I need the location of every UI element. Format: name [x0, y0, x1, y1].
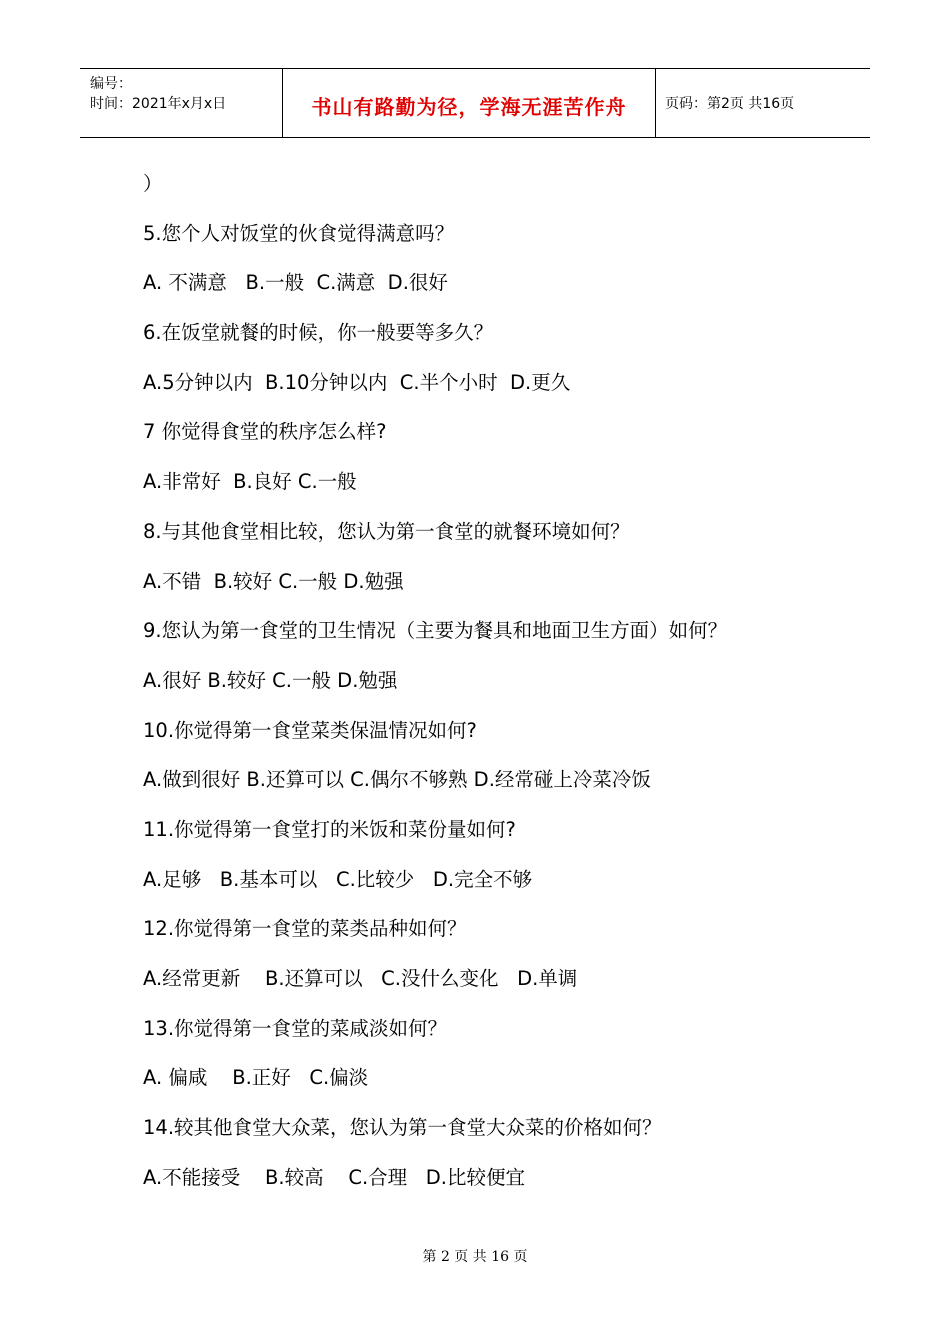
question-8: 8.与其他食堂相比较，您认为第一食堂的就餐环境如何？	[143, 519, 630, 543]
header-page-cell	[655, 69, 870, 137]
options-11: A.足够 B.基本可以 C.比较少 D.完全不够	[143, 867, 533, 891]
question-5: 5.您个人对饭堂的伙食觉得满意吗？	[143, 221, 455, 245]
question-13: 13.你觉得第一食堂的菜咸淡如何？	[143, 1016, 448, 1040]
options-7: A.非常好 B.良好 C.一般	[143, 470, 357, 494]
header-meta-cell	[80, 69, 282, 137]
header-motto-cell	[282, 69, 656, 137]
number-label: 编号：	[90, 76, 132, 92]
options-9: A.很好 B.较好 C.一般 D.勉强	[143, 668, 398, 692]
options-6: A.5分钟以内 B.10分钟以内 C.半个小时 D.更久	[143, 370, 571, 394]
options-10: A.做到很好 B.还算可以 C.偶尔不够熟 D.经常碰上冷菜冷饭	[143, 768, 651, 792]
options-12: A.经常更新 B.还算可以 C.没什么变化 D.单调	[143, 967, 578, 990]
question-9: 9.您认为第一食堂的卫生情况（主要为餐具和地面卫生方面）如何？	[143, 619, 728, 643]
question-11: 11.你觉得第一食堂打的米饭和菜份量如何?	[143, 817, 516, 841]
text-line: ）	[143, 172, 163, 195]
date-label: 时间：2021年x月x日	[90, 96, 227, 112]
options-14: A.不能接受 B.较高 C.合理 D.比较便宜	[143, 1165, 525, 1189]
options-13: A. 偏咸 B.正好 C.偏淡	[143, 1066, 369, 1090]
question-7: 7 你觉得食堂的秩序怎么样?	[143, 420, 387, 444]
page-info: 页码：第2页 共16页	[665, 96, 795, 112]
options-8: A.不错 B.较好 C.一般 D.勉强	[143, 569, 404, 593]
page-header	[80, 68, 870, 138]
question-6: 6.在饭堂就餐的时候，你一般要等多久？	[143, 321, 494, 345]
page-footer: 第 2 页 共 16 页	[422, 1249, 528, 1265]
question-14: 14.较其他食堂大众菜，您认为第一食堂大众菜的价格如何？	[143, 1116, 662, 1140]
question-10: 10.你觉得第一食堂菜类保温情况如何?	[143, 718, 477, 742]
question-12: 12.你觉得第一食堂的菜类品种如何？	[143, 917, 467, 941]
motto: 书山有路勤为径，学海无涯苦作舟	[311, 95, 627, 119]
questionnaire-body	[143, 170, 843, 1213]
options-5: A. 不满意 B.一般 C.满意 D.很好	[143, 271, 448, 295]
